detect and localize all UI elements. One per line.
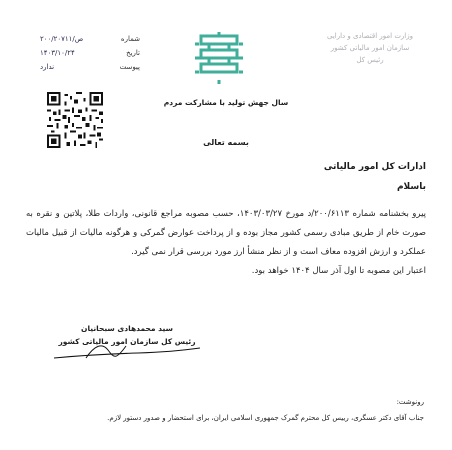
cc-recipient: جناب آقای دکتر عسگری، رییس کل محترم گمرک جمهوری اسلامی ایران، برای استحضار و صدور دستور لازم.: [107, 414, 424, 422]
greeting: باسلام: [396, 182, 426, 192]
meta-label: شماره: [120, 35, 140, 43]
meta-value: ندارد: [40, 63, 55, 71]
letter-body: [26, 205, 426, 281]
ministry-line: وزارت امور اقتصادی و دارایی: [326, 32, 414, 40]
body-paragraph: پیرو بخشنامه شماره ۲۰۰/۶۱۱۳/د مورخ ۱۴۰۳/۰۳/۲۷، حسب مصوبه مراجع قانونی، واردات طلا، پلاتین و نقره به صورت خام از طریق مبادی رسمی کشور مجاز بوده و از پرداخت عوارض گمرکی و هرگونه مالیات از قبیل مالیات عملکرد و ارزش افزوده معاف است و از نظر منشأ ارز مورد بررسی قرار نمی گیرد.: [26, 209, 427, 257]
meta-label: پیوست: [119, 63, 140, 71]
ministry-header: [310, 30, 430, 66]
meta-label: تاریخ: [126, 49, 140, 57]
addressee: ادارات کل امور مالیاتی: [323, 162, 426, 172]
meta-value: ۲۰۰/۲۰۷۱۱/ص: [40, 35, 84, 43]
meta-attachment: [40, 60, 140, 74]
bismillah: بسمه تعالی: [203, 138, 249, 147]
year-motto: سال جهش تولید با مشارکت مردم: [163, 98, 289, 107]
signer-name: سید محمدهادی سبحانیان: [81, 324, 173, 333]
handwritten-signature: [46, 336, 206, 366]
cc-label: رونوشت:: [396, 398, 424, 406]
meta-date: [40, 46, 140, 60]
meta-value: ۱۴۰۳/۱۰/۲۴: [40, 49, 75, 57]
tax-organization-logo: [191, 30, 247, 86]
signer-title: رئیس کل سازمان امور مالیاتی کشور: [58, 337, 196, 346]
letter-meta: [40, 32, 140, 74]
ministry-line: رئیس کل: [356, 56, 384, 64]
ministry-line: سازمان امور مالیاتی کشور: [330, 44, 410, 52]
body-paragraph: اعتبار این مصوبه تا اول آذر سال ۱۴۰۴ خواهد بود.: [251, 266, 426, 276]
meta-number: [40, 32, 140, 46]
